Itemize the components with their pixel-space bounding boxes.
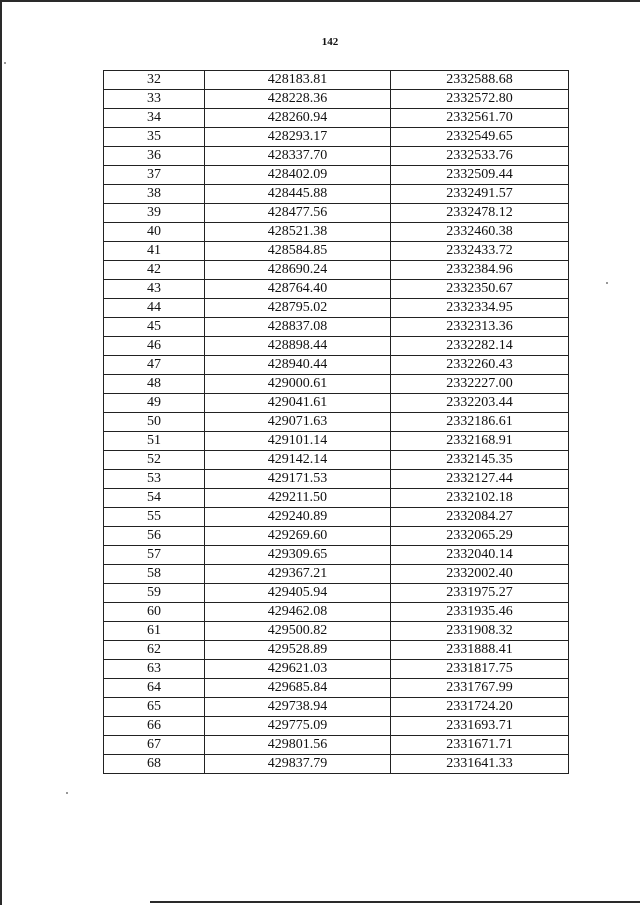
table-row [104, 584, 569, 603]
x-coordinate-cell: 429685.84 [205, 679, 391, 698]
y-coordinate-cell: 2332433.72 [391, 242, 569, 261]
point-number-cell: 38 [104, 185, 205, 204]
table-row [104, 242, 569, 261]
y-coordinate-cell: 2332460.38 [391, 223, 569, 242]
table-row [104, 261, 569, 280]
y-coordinate-cell: 2332533.76 [391, 147, 569, 166]
table-row [104, 413, 569, 432]
x-coordinate-cell: 429801.56 [205, 736, 391, 755]
point-number-cell: 36 [104, 147, 205, 166]
point-number-cell: 66 [104, 717, 205, 736]
table-row [104, 546, 569, 565]
x-coordinate-cell: 429211.50 [205, 489, 391, 508]
point-number-cell: 44 [104, 299, 205, 318]
point-number-cell: 48 [104, 375, 205, 394]
x-coordinate-cell: 428690.24 [205, 261, 391, 280]
x-coordinate-cell: 429738.94 [205, 698, 391, 717]
point-number-cell: 55 [104, 508, 205, 527]
y-coordinate-cell: 2332203.44 [391, 394, 569, 413]
y-coordinate-cell: 2332350.67 [391, 280, 569, 299]
y-coordinate-cell: 2332127.44 [391, 470, 569, 489]
y-coordinate-cell: 2332478.12 [391, 204, 569, 223]
scan-speck [606, 282, 608, 284]
x-coordinate-cell: 428521.38 [205, 223, 391, 242]
table-row [104, 565, 569, 584]
table-row [104, 375, 569, 394]
x-coordinate-cell: 429309.65 [205, 546, 391, 565]
table-row [104, 736, 569, 755]
scan-border-top [0, 0, 640, 2]
x-coordinate-cell: 429367.21 [205, 565, 391, 584]
y-coordinate-cell: 2331671.71 [391, 736, 569, 755]
table-row [104, 698, 569, 717]
y-coordinate-cell: 2331767.99 [391, 679, 569, 698]
table-row [104, 394, 569, 413]
x-coordinate-cell: 428228.36 [205, 90, 391, 109]
x-coordinate-cell: 428445.88 [205, 185, 391, 204]
x-coordinate-cell: 429462.08 [205, 603, 391, 622]
point-number-cell: 45 [104, 318, 205, 337]
y-coordinate-cell: 2331888.41 [391, 641, 569, 660]
x-coordinate-cell: 429405.94 [205, 584, 391, 603]
point-number-cell: 32 [104, 71, 205, 90]
y-coordinate-cell: 2331908.32 [391, 622, 569, 641]
x-coordinate-cell: 429041.61 [205, 394, 391, 413]
point-number-cell: 64 [104, 679, 205, 698]
y-coordinate-cell: 2332313.36 [391, 318, 569, 337]
x-coordinate-cell: 428837.08 [205, 318, 391, 337]
x-coordinate-cell: 429775.09 [205, 717, 391, 736]
table-row [104, 280, 569, 299]
point-number-cell: 34 [104, 109, 205, 128]
scan-border-left [0, 0, 2, 905]
y-coordinate-cell: 2332002.40 [391, 565, 569, 584]
table-row [104, 470, 569, 489]
table-row [104, 660, 569, 679]
y-coordinate-cell: 2332588.68 [391, 71, 569, 90]
y-coordinate-cell: 2332102.18 [391, 489, 569, 508]
point-number-cell: 60 [104, 603, 205, 622]
y-coordinate-cell: 2332509.44 [391, 166, 569, 185]
y-coordinate-cell: 2332572.80 [391, 90, 569, 109]
y-coordinate-cell: 2331641.33 [391, 755, 569, 774]
point-number-cell: 39 [104, 204, 205, 223]
scan-speck [66, 792, 68, 794]
x-coordinate-cell: 428584.85 [205, 242, 391, 261]
coordinate-table [103, 70, 569, 774]
y-coordinate-cell: 2332084.27 [391, 508, 569, 527]
point-number-cell: 40 [104, 223, 205, 242]
x-coordinate-cell: 428183.81 [205, 71, 391, 90]
x-coordinate-cell: 428337.70 [205, 147, 391, 166]
x-coordinate-cell: 429269.60 [205, 527, 391, 546]
table-row [104, 527, 569, 546]
table-row [104, 717, 569, 736]
y-coordinate-cell: 2332334.95 [391, 299, 569, 318]
table-row [104, 299, 569, 318]
y-coordinate-cell: 2332227.00 [391, 375, 569, 394]
y-coordinate-cell: 2332145.35 [391, 451, 569, 470]
point-number-cell: 67 [104, 736, 205, 755]
table-row [104, 128, 569, 147]
table-row [104, 318, 569, 337]
x-coordinate-cell: 429528.89 [205, 641, 391, 660]
table-row [104, 622, 569, 641]
point-number-cell: 63 [104, 660, 205, 679]
x-coordinate-cell: 428764.40 [205, 280, 391, 299]
x-coordinate-cell: 429101.14 [205, 432, 391, 451]
table-row [104, 337, 569, 356]
table-row [104, 223, 569, 242]
scan-border-bottom [150, 901, 640, 903]
page-number: 142 [321, 36, 339, 48]
y-coordinate-cell: 2332065.29 [391, 527, 569, 546]
point-number-cell: 43 [104, 280, 205, 299]
table-row [104, 489, 569, 508]
table-row [104, 147, 569, 166]
y-coordinate-cell: 2332549.65 [391, 128, 569, 147]
table-row [104, 356, 569, 375]
point-number-cell: 49 [104, 394, 205, 413]
point-number-cell: 53 [104, 470, 205, 489]
point-number-cell: 42 [104, 261, 205, 280]
table-row [104, 508, 569, 527]
scan-speck [4, 62, 6, 64]
x-coordinate-cell: 429621.03 [205, 660, 391, 679]
point-number-cell: 41 [104, 242, 205, 261]
y-coordinate-cell: 2332384.96 [391, 261, 569, 280]
table-row [104, 451, 569, 470]
x-coordinate-cell: 429071.63 [205, 413, 391, 432]
point-number-cell: 37 [104, 166, 205, 185]
x-coordinate-cell: 428477.56 [205, 204, 391, 223]
point-number-cell: 52 [104, 451, 205, 470]
point-number-cell: 46 [104, 337, 205, 356]
y-coordinate-cell: 2332491.57 [391, 185, 569, 204]
point-number-cell: 57 [104, 546, 205, 565]
x-coordinate-cell: 429171.53 [205, 470, 391, 489]
x-coordinate-cell: 428260.94 [205, 109, 391, 128]
table-row [104, 641, 569, 660]
y-coordinate-cell: 2332561.70 [391, 109, 569, 128]
x-coordinate-cell: 429500.82 [205, 622, 391, 641]
y-coordinate-cell: 2331975.27 [391, 584, 569, 603]
point-number-cell: 59 [104, 584, 205, 603]
table-row [104, 603, 569, 622]
point-number-cell: 62 [104, 641, 205, 660]
coordinate-table-body [104, 71, 569, 774]
point-number-cell: 33 [104, 90, 205, 109]
y-coordinate-cell: 2332260.43 [391, 356, 569, 375]
x-coordinate-cell: 428940.44 [205, 356, 391, 375]
x-coordinate-cell: 428402.09 [205, 166, 391, 185]
point-number-cell: 51 [104, 432, 205, 451]
y-coordinate-cell: 2332282.14 [391, 337, 569, 356]
table-row [104, 204, 569, 223]
y-coordinate-cell: 2332168.91 [391, 432, 569, 451]
table-row [104, 679, 569, 698]
y-coordinate-cell: 2331693.71 [391, 717, 569, 736]
table-row [104, 166, 569, 185]
x-coordinate-cell: 428795.02 [205, 299, 391, 318]
x-coordinate-cell: 429837.79 [205, 755, 391, 774]
point-number-cell: 35 [104, 128, 205, 147]
x-coordinate-cell: 429000.61 [205, 375, 391, 394]
table-row [104, 90, 569, 109]
point-number-cell: 54 [104, 489, 205, 508]
table-row [104, 71, 569, 90]
point-number-cell: 50 [104, 413, 205, 432]
table-row [104, 755, 569, 774]
point-number-cell: 47 [104, 356, 205, 375]
point-number-cell: 61 [104, 622, 205, 641]
x-coordinate-cell: 428898.44 [205, 337, 391, 356]
point-number-cell: 65 [104, 698, 205, 717]
table-row [104, 185, 569, 204]
y-coordinate-cell: 2332040.14 [391, 546, 569, 565]
x-coordinate-cell: 429142.14 [205, 451, 391, 470]
y-coordinate-cell: 2332186.61 [391, 413, 569, 432]
x-coordinate-cell: 429240.89 [205, 508, 391, 527]
y-coordinate-cell: 2331817.75 [391, 660, 569, 679]
y-coordinate-cell: 2331935.46 [391, 603, 569, 622]
table-row [104, 109, 569, 128]
x-coordinate-cell: 428293.17 [205, 128, 391, 147]
point-number-cell: 56 [104, 527, 205, 546]
point-number-cell: 68 [104, 755, 205, 774]
point-number-cell: 58 [104, 565, 205, 584]
table-row [104, 432, 569, 451]
y-coordinate-cell: 2331724.20 [391, 698, 569, 717]
